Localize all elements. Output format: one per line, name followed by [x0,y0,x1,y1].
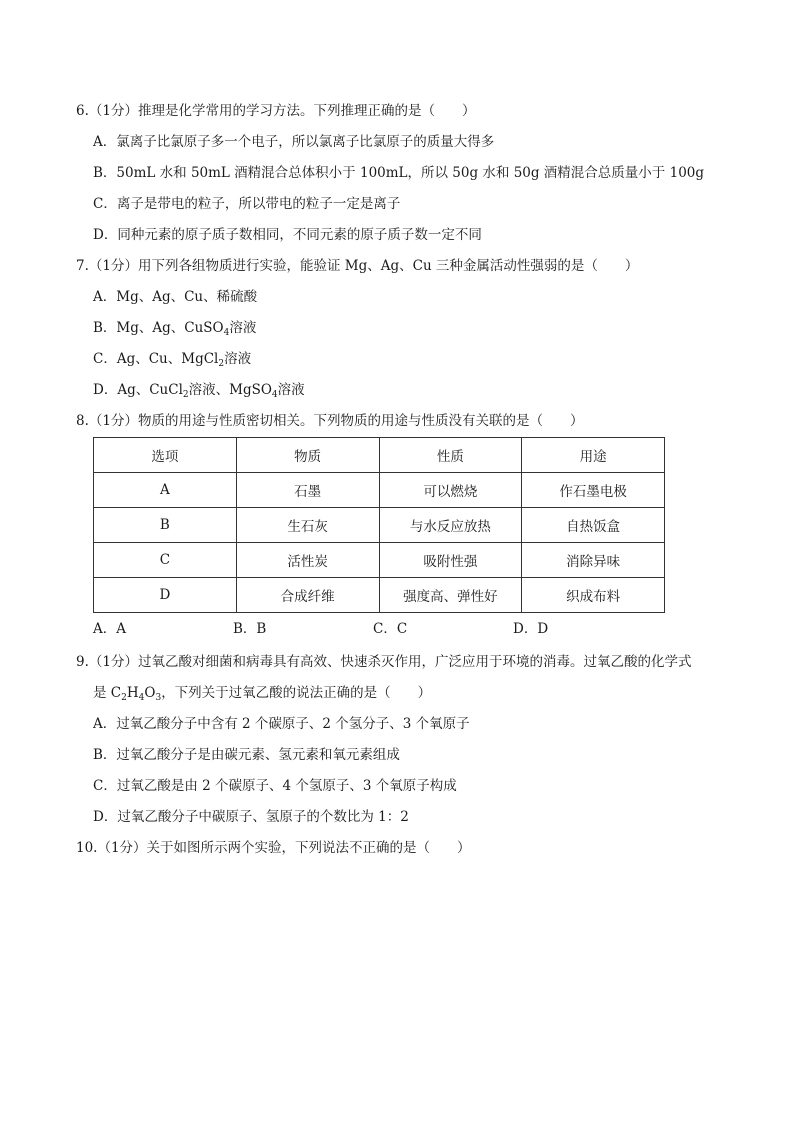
q9-option-a: A．过氧乙酸分子中含有 2 个碳原子、2 个氢分子、3 个氧原子 [93,716,470,732]
q7-option-b: B．Mg、Ag、CuSO$_4$溶液 [93,320,257,338]
q7-option-d: D．Ag、CuCl$_2$溶液、MgSO$_4$溶液 [93,382,305,400]
table-row [94,578,665,613]
q8-option-d: D．D [513,621,549,637]
table-cell: 与水反应放热 [379,508,522,543]
q6-stem: 6.（1分）推理是化学常用的学习方法。下列推理正确的是（ ） [76,103,476,119]
table-cell: 自热饭盒 [522,508,665,543]
q8-option-c: C．C [373,621,408,637]
table-cell: B [94,508,237,543]
q9-stem-line2: 是 $C_2H_4O_3$，下列关于过氧乙酸的说法正确的是（ ） [93,685,432,703]
table-cell: 石墨 [236,473,379,508]
table-cell: 可以燃烧 [379,473,522,508]
table-cell: D [94,578,237,613]
table-cell: 强度高、弹性好 [379,578,522,613]
table-cell: 消除异味 [522,543,665,578]
q9-option-d: D．过氧乙酸分子中碳原子、氢原子的个数比为 1：2 [93,809,409,825]
table-row [94,508,665,543]
table-row [94,543,665,578]
table-header-cell: 用途 [522,438,665,473]
q7-option-c: C．Ag、Cu、MgCl$_2$溶液 [93,351,252,369]
table-header-row [94,438,665,473]
q9-stem-line1: 9.（1分）过氧乙酸对细菌和病毒具有高效、快速杀灭作用，广泛应用于环境的消毒。过氧乙酸的化学式 [76,654,692,670]
table-cell: 织成布料 [522,578,665,613]
q9-option-c: C．过氧乙酸是由 2 个碳原子、4 个氢原子、3 个氧原子构成 [93,778,457,794]
table-cell: 生石灰 [236,508,379,543]
table-cell: 作石墨电极 [522,473,665,508]
q8-option-a: A．A [93,621,126,637]
q8-options [93,620,653,638]
table-cell: 活性炭 [236,543,379,578]
q8-option-b: B．B [233,621,267,637]
table-cell: C [94,543,237,578]
table-header-cell: 选项 [94,438,237,473]
table-header-cell: 性质 [379,438,522,473]
q9-option-b: B．过氧乙酸分子是由碳元素、氢元素和氧元素组成 [93,747,400,763]
table-cell: 吸附性强 [379,543,522,578]
q6-option-b: B．50mL 水和 50mL 酒精混合总体积小于 100mL，所以 50g 水和 50g 酒精混合总质量小于 100g [93,165,705,181]
q7-option-a: A．Mg、Ag、Cu、稀硫酸 [93,289,258,305]
q10-stem: 10.（1分）关于如图所示两个实验，下列说法不正确的是（ ） [76,840,471,856]
q7-stem: 7.（1分）用下列各组物质进行实验，能验证 Mg、Ag、Cu 三种金属活动性强弱的是（ ） [76,258,639,274]
table-cell: 合成纤维 [236,578,379,613]
q6-option-c: C．离子是带电的粒子，所以带电的粒子一定是离子 [93,196,401,212]
table-cell: A [94,473,237,508]
table-header-cell: 物质 [236,438,379,473]
table-row [94,473,665,508]
q8-properties-table [93,437,665,613]
q6-option-d: D．同种元素的原子质子数相同，不同元素的原子质子数一定不同 [93,227,482,243]
q8-stem: 8.（1分）物质的用途与性质密切相关。下列物质的用途与性质没有关联的是（ ） [76,413,584,429]
q6-option-a: A．氯离子比氯原子多一个电子，所以氯离子比氯原子的质量大得多 [93,134,495,150]
